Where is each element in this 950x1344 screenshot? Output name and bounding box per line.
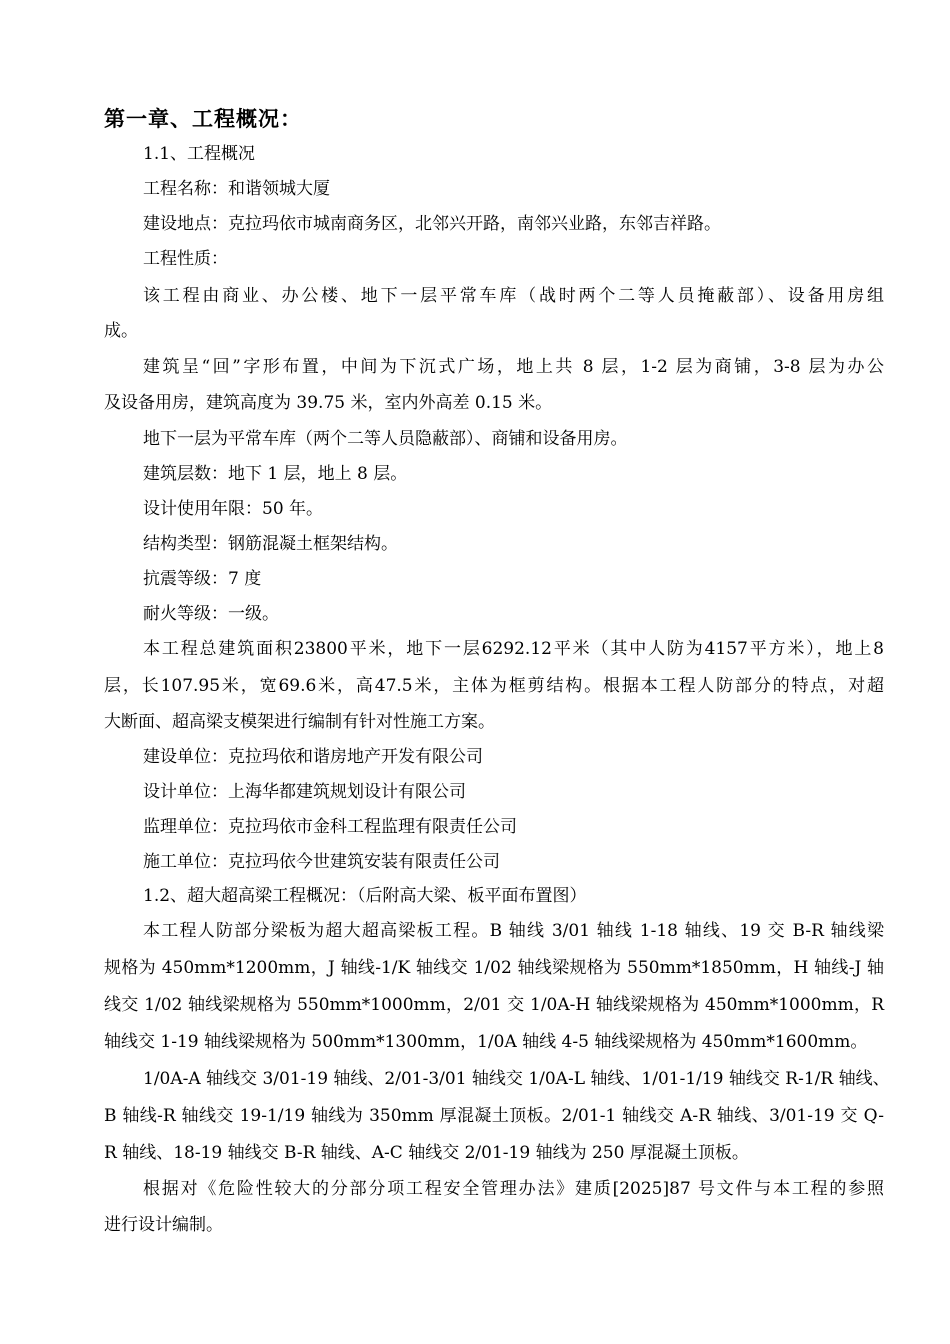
paragraph-line: 规格为 450mm*1200mm，J 轴线-1/K 轴线交 1/02 轴线梁规格为 550mm*1850mm，H 轴线-J 轴 (104, 958, 884, 978)
design-unit: 设计单位：上海华都建筑规划设计有限公司 (143, 782, 466, 802)
paragraph-line: 地下一层为平常车库（两个二等人员隐蔽部）、商铺和设备用房。 (143, 429, 628, 449)
paragraph-line: 及设备用房，建筑高度为 39.75 米，室内外高差 0.15 米。 (104, 393, 553, 413)
paragraph-line: 1/0A-A 轴线交 3/01-19 轴线、2/01-3/01 轴线交 1/0A-L 轴线、1/01-1/19 轴线交 R-1/R 轴线、 (143, 1069, 890, 1089)
project-location: 建设地点：克拉玛依市城南商务区，北邻兴开路，南邻兴业路，东邻吉祥路。 (143, 214, 721, 234)
paragraph-line: 该工程由商业、办公楼、地下一层平常车库（战时两个二等人员掩蔽部）、设备用房组 (143, 286, 884, 306)
project-name: 工程名称：和谐领城大厦 (143, 179, 330, 199)
paragraph-line: 进行设计编制。 (104, 1215, 223, 1235)
paragraph-line: 轴线交 1-19 轴线梁规格为 500mm*1300mm，1/0A 轴线 4-5 轴线梁规格为 450mm*1600mm。 (104, 1032, 868, 1052)
paragraph-line: 线交 1/02 轴线梁规格为 550mm*1000mm，2/01 交 1/0A-H 轴线梁规格为 450mm*1000mm，R (104, 995, 884, 1015)
project-nature-label: 工程性质： (143, 249, 228, 269)
paragraph-line: 层，长107.95米，宽69.6米，高47.5米，主体为框剪结构。根据本工程人防部分的特点，对超 (104, 676, 884, 696)
paragraph-line: 大断面、超高梁支模架进行编制有针对性施工方案。 (104, 712, 495, 732)
paragraph-line: 成。 (104, 321, 138, 341)
construction-unit: 建设单位：克拉玛依和谐房地产开发有限公司 (143, 747, 483, 767)
paragraph-line: B 轴线-R 轴线交 19-1/19 轴线为 350mm 厚混凝土顶板。2/01-1 轴线交 A-R 轴线、3/01-19 交 Q- (104, 1106, 884, 1126)
paragraph-line: 本工程总建筑面积23800平米，地下一层6292.12平米（其中人防为4157平方米），地上8 (143, 639, 884, 659)
fire-rating: 耐火等级：一级。 (143, 604, 279, 624)
section-heading-1-1: 1.1、工程概况 (143, 144, 256, 164)
paragraph-line: R 轴线、18-19 轴线交 B-R 轴线、A-C 轴线交 2/01-19 轴线为 250 厚混凝土顶板。 (104, 1143, 749, 1163)
design-life: 设计使用年限：50 年。 (143, 499, 324, 519)
paragraph-line: 本工程人防部分梁板为超大超高梁板工程。B 轴线 3/01 轴线 1-18 轴线、19 交 B-R 轴线梁 (143, 921, 884, 941)
section-heading-1-2: 1.2、超大超高梁工程概况：（后附高大梁、板平面布置图） (143, 886, 587, 906)
paragraph-line: 根据对《危险性较大的分部分项工程安全管理办法》建质[2025]87 号文件与本工程的参照 (143, 1179, 884, 1199)
chapter-heading: 第一章、工程概况： (104, 107, 302, 131)
paragraph-line: 建筑呈“回”字形布置，中间为下沉式广场，地上共 8 层，1-2 层为商铺，3-8 层为办公 (143, 357, 884, 377)
contractor-unit: 施工单位：克拉玛依今世建筑安装有限责任公司 (143, 852, 500, 872)
structure-type: 结构类型：钢筋混凝土框架结构。 (143, 534, 398, 554)
building-floors: 建筑层数：地下 1 层，地上 8 层。 (143, 464, 408, 484)
seismic-grade: 抗震等级：7 度 (143, 569, 262, 589)
supervision-unit: 监理单位：克拉玛依市金科工程监理有限责任公司 (143, 817, 517, 837)
